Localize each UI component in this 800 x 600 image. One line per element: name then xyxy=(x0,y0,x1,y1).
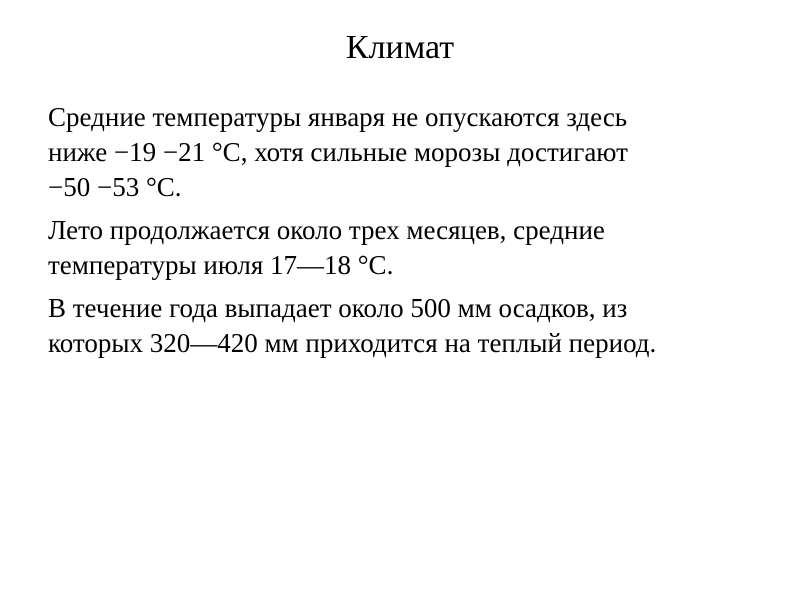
paragraph-precipitation: В течение года выпадает около 500 мм осадков, из которых 320—420 мм приходится на теплый период. xyxy=(48,293,657,358)
slide-body xyxy=(48,100,758,369)
paragraph-january-temperatures: Средние температуры января не опускаются здесь ниже −19 −21 °C, хотя сильные морозы достигают −50 −53 °C. xyxy=(48,102,628,202)
paragraph-summer: Лето продолжается около трех месяцев, средние температуры июля 17—18 °C. xyxy=(48,215,605,280)
slide-title: Климат xyxy=(345,29,455,66)
